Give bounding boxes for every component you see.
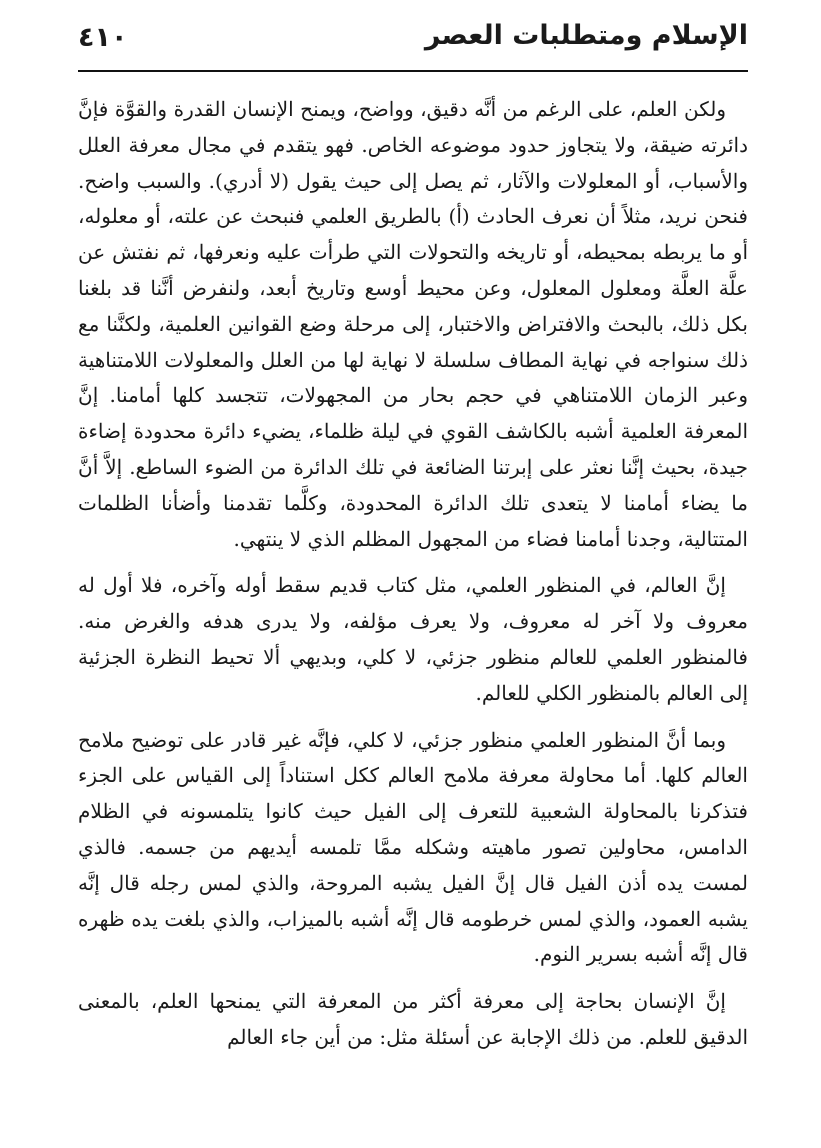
paragraph-3: وبما أنَّ المنظور العلمي منظور جزئي، لا كلي، فإنَّه غير قادر على توضيح ملامح العالم كلها. أما محاولة معرفة ملامح العالم ككل استناداً إلى القياس على الجزء فتذكرنا بالمحاولة الشعبية للتعرف إلى الفيل حيث كانوا يتلمسونه في الظلام الدامس، محاولين تصور ماهيته وشكله ممَّا تلمسه أيديهم من جسمه. فالذي لمست يده أذن الفيل قال إنَّ الفيل يشبه المروحة، والذي لمس رجله قال إنَّه يشبه العمود، والذي لمس خرطومه قال إنَّه أشبه بالميزاب، والذي بلغت يده ظهره قال إنَّه أشبه بسرير النوم. xyxy=(78,727,748,967)
body-text xyxy=(78,92,748,1056)
page-header xyxy=(78,18,748,64)
paragraph-2: إنَّ العالم، في المنظور العلمي، مثل كتاب قديم سقط أوله وآخره، فلا أول له معروف ولا آخر له معروف، ولا يعرف مؤلفه، ولا يدرى هدفه والغرض منه. فالمنظور العلمي للعالم منظور جزئي، لا كلي، وبديهي ألا تحيط النظرة الجزئية إلى العالم بالمنظور الكلي للعالم. xyxy=(78,573,748,705)
header-divider xyxy=(78,70,748,72)
paragraph-1: ولكن العلم، على الرغم من أنَّه دقيق، وواضح، ويمنح الإنسان القدرة والقوَّة فإنَّ دائرته ضيقة، ولا يتجاوز حدود موضوعه الخاص. فهو يتقدم في مجال معرفة العلل والأسباب، أو المعلولات والآثار، ثم يصل إلى حيث يقول (لا أدري). والسبب واضح. فنحن نريد، مثلاً أن نعرف الحادث (أ) بالطريق العلمي فنبحث عن علته، أو معلوله، أو ما يربطه بمحيطه، أو تاريخه والتحولات التي طرأت عليه ونعرفها، ثم نفتش عن علَّة العلَّة ومعلول المعلول، وعن محيط أوسع وتاريخ أبعد، ولنفرض أنَّنا قد بلغنا بكل ذلك، بالبحث والافتراض والاختبار، إلى مرحلة وضع القوانين العلمية، ولكنَّنا مع ذلك سنواجه في نهاية المطاف سلسلة لا نهاية لها من العلل والمعلولات اللامتناهية وعبر الزمان اللامتناهي في حجم بحار من المجهولات، تتجسد كلها أمامنا. إنَّ المعرفة العلمية أشبه بالكاشف القوي في ليلة ظلماء، يضيء دائرة محدودة إضاءة جيدة، بحيث إنَّنا نعثر على إبرتنا الضائعة في تلك الدائرة من الضوء الساطع. إلاَّ أنَّ ما يضاء أمامنا لا يتعدى تلك الدائرة المحدودة، وكلَّما تقدمنا وأضأنا الظلمات المتتالية، وجدنا أمامنا فضاء من المجهول المظلم الذي لا ينتهي. xyxy=(78,97,748,551)
paragraph-4: إنَّ الإنسان بحاجة إلى معرفة أكثر من المعرفة التي يمنحها العلم، بالمعنى الدقيق للعلم. من ذلك الإجابة عن أسئلة مثل: من أين جاء العالم xyxy=(78,989,748,1049)
page-number: ٤١٠ xyxy=(78,22,128,53)
running-title: الإسلام ومتطلبات العصر xyxy=(424,20,748,51)
